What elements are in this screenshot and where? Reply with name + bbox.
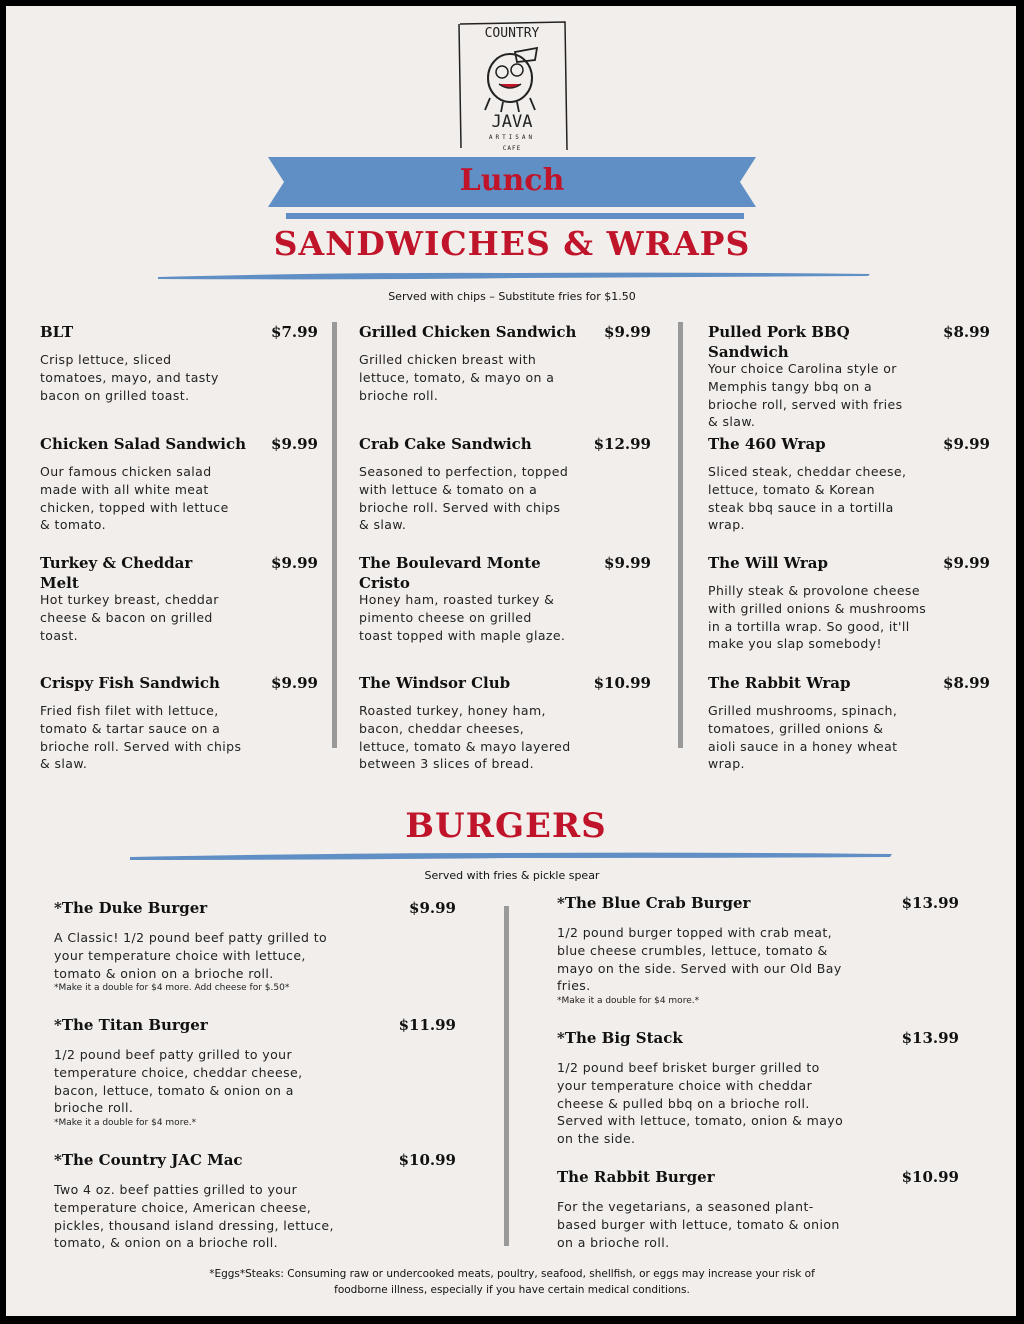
burger-description-line: pickles, thousand island dressing, lettuce,: [54, 1217, 334, 1233]
sandwich-description: [40, 702, 241, 773]
sandwich-price: $9.99: [271, 554, 318, 572]
sandwich-name-line: The Rabbit Wrap: [708, 674, 851, 692]
sandwich-description-line: & tomato.: [40, 517, 107, 533]
sandwich-description-line: bacon on grilled toast.: [40, 387, 190, 403]
sandwich-price: $8.99: [943, 323, 990, 341]
burger-divider: [504, 906, 509, 1246]
sandwich-description-line: tomatoes, mayo, and tasty: [40, 369, 219, 385]
burger-description-line: fries.: [557, 978, 591, 994]
sandwich-name-line: The 460 Wrap: [708, 435, 826, 453]
sandwich-name-line: The Will Wrap: [708, 554, 829, 572]
burger-description-line: mayo on the side. Served with our Old Bay: [557, 960, 842, 976]
sandwich-description-line: Our famous chicken salad: [40, 464, 212, 479]
sandwich-description: [40, 463, 229, 534]
burger-description-line: bacon, lettuce, tomato & onion on a: [54, 1082, 294, 1098]
sandwich-name: [359, 673, 510, 693]
sandwich-price: $12.99: [593, 435, 651, 453]
sandwich-description-line: Grilled mushrooms, spinach,: [708, 703, 898, 718]
sandwich-description-line: made with all white meat: [40, 481, 209, 497]
sandwich-name: [359, 434, 532, 454]
sandwich-description-line: Grilled chicken breast with: [359, 352, 537, 367]
sandwich-description: [359, 463, 568, 534]
sandwich-description: [359, 351, 554, 404]
sandwich-description: [40, 351, 219, 404]
logo-text-sub2: CAFE: [502, 145, 522, 152]
sandwich-description-line: toast topped with maple glaze.: [359, 627, 566, 643]
sandwich-description-line: lettuce, tomato & mayo layered: [359, 738, 571, 754]
burger-name: [54, 1150, 243, 1170]
sandwich-description: [708, 702, 897, 773]
sandwich-price: $9.99: [271, 674, 318, 692]
sandwich-description-line: Roasted turkey, honey ham,: [359, 703, 546, 718]
sandwich-name: [708, 553, 828, 573]
sandwich-description-line: bacon, cheddar cheeses,: [359, 720, 525, 736]
sandwich-name: [708, 434, 826, 454]
sandwich-description: [708, 360, 903, 431]
sandwich-name-line: The Windsor Club: [359, 674, 511, 692]
sandwich-name-line: Grilled Chicken Sandwich: [359, 323, 577, 341]
sandwich-description-line: brioche roll.: [359, 387, 439, 403]
sandwich-description-line: make you slap somebody!: [708, 636, 882, 652]
burger-note: *Make it a double for $4 more. Add cheese for $.50*: [54, 983, 290, 994]
sandwich-description: [708, 463, 906, 534]
burger-price: $11.99: [398, 1016, 456, 1034]
burger-description-line: blue cheese crumbles, lettuce, tomato &: [557, 942, 828, 958]
sandwich-price: $9.99: [943, 554, 990, 572]
burger-description-line: Two 4 oz. beef patties grilled to your: [54, 1182, 298, 1197]
sandwich-divider-left: [332, 322, 337, 748]
sandwich-description-line: aioli sauce in a honey wheat: [708, 738, 898, 754]
sandwich-name-line: Chicken Salad Sandwich: [40, 435, 247, 453]
sandwich-price: $8.99: [943, 674, 990, 692]
burger-description-line: your temperature choice with lettuce,: [54, 947, 306, 963]
sandwich-name-line: Cristo: [359, 574, 410, 592]
sandwich-description-line: brioche roll. Served with chips: [359, 499, 561, 515]
sandwich-description-line: with lettuce & tomato on a: [359, 481, 538, 497]
sandwich-description-line: toast.: [40, 627, 78, 643]
sandwich-description: [359, 702, 571, 773]
burger-description: [557, 1059, 843, 1148]
sandwich-name: [359, 553, 541, 593]
burger-description-line: tomato & onion on a brioche roll.: [54, 965, 274, 981]
sandwich-name-line: Crispy Fish Sandwich: [40, 674, 220, 692]
sandwich-divider-right: [678, 322, 683, 748]
sandwich-price: $9.99: [604, 554, 651, 572]
sandwiches-subtitle: Served with chips – Substitute fries for $1.50: [388, 290, 636, 303]
burger-price: $13.99: [901, 894, 959, 912]
sandwich-description-line: Memphis tangy bbq on a: [708, 378, 873, 394]
sandwich-description-line: tomatoes, grilled onions &: [708, 720, 884, 736]
sandwich-name-line: Crab Cake Sandwich: [359, 435, 532, 453]
burger-description-line: A Classic! 1/2 pound beef patty grilled to: [54, 930, 328, 945]
burger-description-line: 1/2 pound burger topped with crab meat,: [557, 925, 833, 940]
burger-note: *Make it a double for $4 more.*: [54, 1118, 197, 1129]
sandwich-description-line: Seasoned to perfection, topped: [359, 464, 569, 479]
sandwich-description-line: Sliced steak, cheddar cheese,: [708, 464, 907, 479]
burger-description: [557, 924, 842, 995]
burger-description-line: on a brioche roll.: [557, 1234, 670, 1250]
sandwich-name: [40, 322, 73, 342]
burger-name-line: *The Duke Burger: [54, 899, 208, 917]
burger-description-line: temperature choice, cheddar cheese,: [54, 1064, 303, 1080]
burger-note: *Make it a double for $4 more.*: [557, 996, 700, 1007]
burger-price: $10.99: [901, 1168, 959, 1186]
logo-text-sub: ARTISAN: [488, 134, 536, 141]
sandwiches-brush-stroke: [158, 268, 870, 282]
burger-name-line: *The Big Stack: [557, 1029, 683, 1047]
sandwich-description-line: wrap.: [708, 517, 745, 533]
burger-description-line: cheese & pulled bbq on a brioche roll.: [557, 1095, 810, 1111]
sandwich-description-line: & slaw.: [359, 517, 407, 533]
sandwich-description: [708, 582, 926, 653]
sandwich-name-line: The Boulevard Monte: [359, 554, 541, 572]
burger-price: $9.99: [409, 899, 456, 917]
sandwich-description-line: between 3 slices of bread.: [359, 756, 534, 772]
sandwich-name: [40, 553, 192, 593]
sandwich-description-line: pimento cheese on grilled: [359, 609, 532, 625]
sandwich-description-line: brioche roll, served with fries: [708, 396, 903, 412]
sandwich-description-line: with grilled onions & mushrooms: [708, 600, 927, 616]
sandwiches-title: SANDWICHES & WRAPS: [273, 224, 751, 263]
sandwich-description-line: tomato & tartar sauce on a: [40, 720, 221, 736]
burgers-brush-stroke: [130, 849, 892, 863]
sandwich-name: [359, 322, 576, 342]
sandwich-price: $7.99: [271, 323, 318, 341]
sandwich-description-line: Crisp lettuce, sliced: [40, 352, 172, 367]
burger-price: $10.99: [398, 1151, 456, 1169]
disclaimer-line-2: foodborne illness, especially if you have certain medical conditions.: [334, 1284, 690, 1296]
burger-name-line: *The Titan Burger: [54, 1016, 208, 1034]
burger-description-line: brioche roll.: [54, 1100, 134, 1116]
burger-name-line: *The Blue Crab Burger: [557, 894, 751, 912]
burger-description-line: temperature choice, American cheese,: [54, 1199, 312, 1215]
sandwich-description-line: & slaw.: [708, 414, 756, 430]
burger-name: [54, 898, 207, 918]
sandwich-description-line: chicken, topped with lettuce: [40, 499, 229, 515]
burger-description-line: tomato, & onion on a brioche roll.: [54, 1235, 279, 1251]
sandwich-description-line: Honey ham, roasted turkey &: [359, 592, 555, 607]
sandwich-name-line: Turkey & Cheddar: [40, 554, 193, 572]
sandwich-price: $9.99: [604, 323, 651, 341]
burgers-title: BURGERS: [405, 806, 607, 846]
sandwich-description-line: lettuce, tomato & Korean: [708, 481, 875, 497]
sandwich-name: [40, 673, 220, 693]
burger-name: [557, 893, 750, 913]
logo-text-main: JAVA: [491, 112, 533, 132]
sandwich-name-line: Sandwich: [708, 343, 789, 361]
sandwich-name-line: BLT: [40, 323, 74, 341]
burger-description-line: 1/2 pound beef brisket burger grilled to: [557, 1060, 820, 1075]
burger-name-line: *The Country JAC Mac: [54, 1151, 243, 1169]
sandwich-description-line: & slaw.: [40, 756, 88, 772]
burger-name: [557, 1167, 715, 1187]
sandwich-name: [708, 322, 850, 362]
burger-description: [557, 1198, 840, 1251]
sandwich-description-line: wrap.: [708, 756, 745, 772]
sandwich-name-line: Pulled Pork BBQ: [708, 323, 850, 341]
logo-text-top: COUNTRY: [484, 26, 540, 41]
sandwich-description-line: Your choice Carolina style or: [708, 361, 897, 376]
sandwich-description-line: in a tortilla wrap. So good, it'll: [708, 618, 910, 634]
banner-underline: [286, 213, 744, 219]
sandwich-name: [708, 673, 850, 693]
burger-description: [54, 1046, 302, 1117]
sandwich-description-line: brioche roll. Served with chips: [40, 738, 242, 754]
burger-name: [557, 1028, 683, 1048]
sandwich-description-line: cheese & bacon on grilled: [40, 609, 213, 625]
sandwich-description-line: Philly steak & provolone cheese: [708, 583, 920, 598]
sandwich-description-line: steak bbq sauce in a tortilla: [708, 499, 894, 515]
burgers-subtitle: Served with fries & pickle spear: [424, 869, 600, 882]
sandwich-description-line: lettuce, tomato, & mayo on a: [359, 369, 555, 385]
lunch-title: Lunch: [459, 163, 565, 198]
burger-description-line: For the vegetarians, a seasoned plant-: [557, 1199, 814, 1214]
burger-description: [54, 929, 327, 982]
sandwich-price: $9.99: [271, 435, 318, 453]
sandwich-price: $9.99: [943, 435, 990, 453]
burger-description-line: Served with lettuce, tomato, onion & mayo: [557, 1113, 844, 1129]
burger-description: [54, 1181, 334, 1252]
sandwich-description: [40, 591, 219, 644]
burger-price: $13.99: [901, 1029, 959, 1047]
burger-description-line: your temperature choice with cheddar: [557, 1077, 813, 1093]
health-disclaimer: [150, 1266, 874, 1298]
sandwich-price: $10.99: [593, 674, 651, 692]
country-java-logo: [455, 20, 569, 153]
sandwich-description-line: Fried fish filet with lettuce,: [40, 703, 219, 718]
disclaimer-line-1: *Eggs*Steaks: Consuming raw or undercooked meats, poultry, seafood, shellfish, or eggs may increase your risk of: [209, 1268, 815, 1280]
sandwich-name-line: Melt: [40, 574, 79, 592]
sandwich-description-line: Hot turkey breast, cheddar: [40, 592, 219, 607]
burger-name-line: The Rabbit Burger: [557, 1168, 715, 1186]
sandwich-name: [40, 434, 246, 454]
burger-description-line: 1/2 pound beef patty grilled to your: [54, 1047, 293, 1062]
sandwich-description: [359, 591, 565, 644]
burger-description-line: on the side.: [557, 1131, 636, 1147]
burger-description-line: based burger with lettuce, tomato & onion: [557, 1216, 840, 1232]
burger-name: [54, 1015, 208, 1035]
